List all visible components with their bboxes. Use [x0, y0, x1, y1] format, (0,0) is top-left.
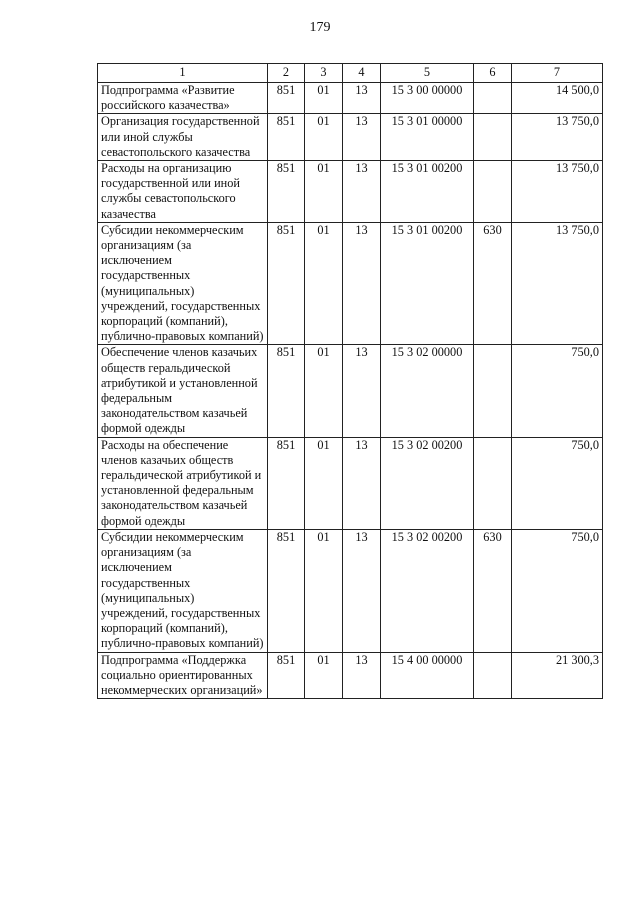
row-target-article: 15 4 00 00000 [381, 652, 474, 699]
row-target-article: 15 3 00 00000 [381, 83, 474, 114]
row-ministry: 851 [268, 437, 305, 529]
row-expense-type [474, 114, 512, 161]
row-amount: 21 300,3 [512, 652, 603, 699]
column-header: 3 [305, 64, 343, 83]
row-target-article: 15 3 02 00200 [381, 529, 474, 652]
row-target-article: 15 3 02 00000 [381, 345, 474, 437]
row-ministry: 851 [268, 114, 305, 161]
table-row [98, 161, 603, 223]
row-subsection: 13 [343, 345, 381, 437]
row-target-article: 15 3 01 00200 [381, 222, 474, 345]
row-expense-type [474, 345, 512, 437]
row-amount: 750,0 [512, 529, 603, 652]
row-ministry: 851 [268, 222, 305, 345]
row-expense-type [474, 83, 512, 114]
row-name: Субсидии некоммерческим организациям (за исключением государственных (муниципальных) учреждений, государственных корпораций (компаний), публично-правовых компаний) [98, 529, 268, 652]
row-name: Расходы на обеспечение членов казачьих обществ геральдической атрибутикой и установленной федеральным законодательством казачьей формой одежды [98, 437, 268, 529]
column-header: 6 [474, 64, 512, 83]
row-subsection: 13 [343, 652, 381, 699]
row-expense-type: 630 [474, 222, 512, 345]
row-amount: 14 500,0 [512, 83, 603, 114]
table-row [98, 652, 603, 699]
row-amount: 13 750,0 [512, 161, 603, 223]
row-ministry: 851 [268, 161, 305, 223]
budget-table [97, 63, 603, 699]
row-section: 01 [305, 652, 343, 699]
row-amount: 750,0 [512, 345, 603, 437]
column-header: 1 [98, 64, 268, 83]
row-ministry: 851 [268, 345, 305, 437]
row-subsection: 13 [343, 114, 381, 161]
row-section: 01 [305, 529, 343, 652]
row-target-article: 15 3 02 00200 [381, 437, 474, 529]
row-name: Подпрограмма «Развитие российского казачества» [98, 83, 268, 114]
row-amount: 13 750,0 [512, 222, 603, 345]
column-header: 4 [343, 64, 381, 83]
table-row [98, 529, 603, 652]
row-expense-type [474, 652, 512, 699]
row-target-article: 15 3 01 00000 [381, 114, 474, 161]
table-row [98, 222, 603, 345]
row-section: 01 [305, 83, 343, 114]
row-section: 01 [305, 114, 343, 161]
row-subsection: 13 [343, 161, 381, 223]
row-section: 01 [305, 437, 343, 529]
row-amount: 13 750,0 [512, 114, 603, 161]
table-row [98, 83, 603, 114]
row-expense-type: 630 [474, 529, 512, 652]
table-row [98, 114, 603, 161]
row-section: 01 [305, 222, 343, 345]
table-header-row [98, 64, 603, 83]
row-name: Расходы на организацию государственной или иной службы севастопольского казачества [98, 161, 268, 223]
row-amount: 750,0 [512, 437, 603, 529]
column-header: 7 [512, 64, 603, 83]
row-name: Обеспечение членов казачьих обществ геральдической атрибутикой и установленной федеральным законодательством казачьей формой одежды [98, 345, 268, 437]
row-section: 01 [305, 161, 343, 223]
row-expense-type [474, 161, 512, 223]
page-number: 179 [309, 20, 331, 35]
column-header: 2 [268, 64, 305, 83]
row-subsection: 13 [343, 437, 381, 529]
row-name: Подпрограмма «Поддержка социально ориентированных некоммерческих организаций» [98, 652, 268, 699]
row-subsection: 13 [343, 83, 381, 114]
table-row [98, 345, 603, 437]
row-ministry: 851 [268, 529, 305, 652]
row-expense-type [474, 437, 512, 529]
row-section: 01 [305, 345, 343, 437]
row-ministry: 851 [268, 83, 305, 114]
row-subsection: 13 [343, 222, 381, 345]
row-target-article: 15 3 01 00200 [381, 161, 474, 223]
row-name: Субсидии некоммерческим организациям (за исключением государственных (муниципальных) учреждений, государственных корпораций (компаний), публично-правовых компаний) [98, 222, 268, 345]
row-subsection: 13 [343, 529, 381, 652]
table-row [98, 437, 603, 529]
row-ministry: 851 [268, 652, 305, 699]
column-header: 5 [381, 64, 474, 83]
row-name: Организация государственной или иной службы севастопольского казачества [98, 114, 268, 161]
